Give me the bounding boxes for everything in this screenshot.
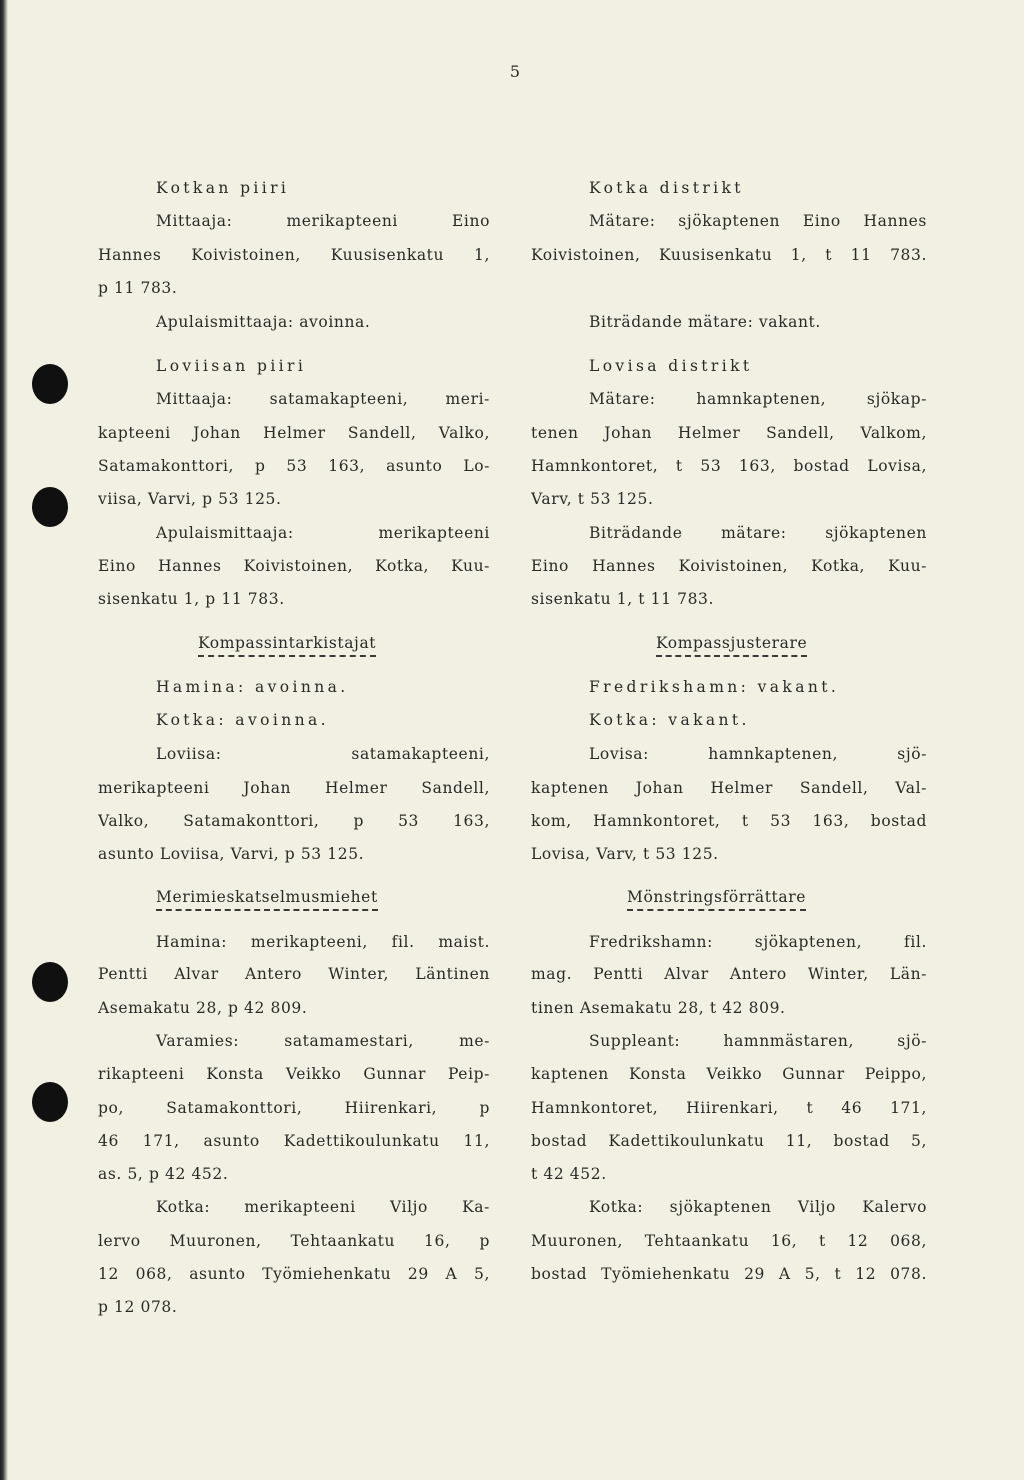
section-heading: Kompassintarkistajat [198,632,376,657]
text-line: asunto Loviisa, Varvi, p 53 125. [98,845,365,863]
text-line: po, Satamakonttori, Hiirenkari, p [98,1099,490,1117]
text-line: Apulaismittaaja: avoinna. [156,313,371,331]
text-line: Mittaaja: satamakapteeni, meri- [156,390,490,408]
text-line: Satamakonttori, p 53 163, asunto Lo- [98,457,490,475]
text-line: Apulaismittaaja: merikapteeni [156,524,490,542]
page-edge-shadow [0,0,8,1480]
punch-hole [32,364,68,404]
text-line: merikapteeni Johan Helmer Sandell, [98,779,490,797]
text-line: Hamina: merikapteeni, fil. maist. [156,933,490,951]
text-line: Muuronen, Tehtaankatu 16, t 12 068, [531,1232,927,1250]
text-line: kom, Hamnkontoret, t 53 163, bostad [531,812,927,830]
text-line: Suppleant: hamnmästaren, sjö- [589,1032,927,1050]
text-line: kaptenen Johan Helmer Sandell, Val- [531,779,927,797]
text-line: Biträdande mätare: sjökaptenen [589,524,927,542]
text-line: mag. Pentti Alvar Antero Winter, Län- [531,965,927,983]
punch-hole [32,487,68,527]
section-title: Loviisan piiri [156,357,307,375]
text-line: rikapteeni Konsta Veikko Gunnar Peip- [98,1065,490,1083]
page-number: 5 [509,62,521,81]
text-line: Mätare: sjökaptenen Eino Hannes [589,212,927,230]
text-line: Hannes Koivistoinen, Kuusisenkatu 1, [98,246,490,264]
text-line: viisa, Varvi, p 53 125. [98,490,282,508]
finnish-column [98,0,490,1480]
text-line: Eino Hannes Koivistoinen, Kotka, Kuu- [531,557,927,575]
section-heading: Kompassjusterare [656,632,807,657]
text-line: Mittaaja: merikapteeni Eino [156,212,490,230]
section-title: Kotka distrikt [589,179,744,197]
text-line: t 42 452. [531,1165,607,1183]
text-line: Varv, t 53 125. [531,490,654,508]
text-line: tenen Johan Helmer Sandell, Valkom, [531,424,927,442]
text-line: Fredrikshamn: vakant. [589,678,840,696]
text-line: Eino Hannes Koivistoinen, Kotka, Kuu- [98,557,490,575]
text-line: kapteeni Johan Helmer Sandell, Valko, [98,424,490,442]
text-line: tinen Asemakatu 28, t 42 809. [531,999,786,1017]
text-line: Loviisa: satamakapteeni, [156,745,490,763]
text-line: Asemakatu 28, p 42 809. [98,999,308,1017]
text-line: Varamies: satamamestari, me- [156,1032,490,1050]
section-title: Lovisa distrikt [589,357,753,375]
text-line: p 12 078. [98,1298,178,1316]
section-heading: Merimieskatselmusmiehet [156,886,378,911]
text-line: bostad Kadettikoulunkatu 11, bostad 5, [531,1132,927,1150]
punch-hole [32,1082,68,1122]
text-line: Kotka: sjökaptenen Viljo Kalervo [589,1198,927,1216]
text-line: sisenkatu 1, t 11 783. [531,590,715,608]
text-line: as. 5, p 42 452. [98,1165,229,1183]
text-line: Biträdande mätare: vakant. [589,313,821,331]
text-line: 46 171, asunto Kadettikoulunkatu 11, [98,1132,490,1150]
text-line: Hamnkontoret, Hiirenkari, t 46 171, [531,1099,927,1117]
text-line: Hamnkontoret, t 53 163, bostad Lovisa, [531,457,927,475]
text-line: Valko, Satamakonttori, p 53 163, [98,812,490,830]
text-line: Kotka: merikapteeni Viljo Ka- [156,1198,490,1216]
swedish-column [531,0,927,1480]
text-line: Pentti Alvar Antero Winter, Läntinen [98,965,490,983]
text-line: 12 068, asunto Työmiehenkatu 29 A 5, [98,1265,490,1283]
text-line: kaptenen Konsta Veikko Gunnar Peippo, [531,1065,927,1083]
text-line: sisenkatu 1, p 11 783. [98,590,285,608]
text-line: Fredrikshamn: sjökaptenen, fil. [589,933,927,951]
text-line: p 11 783. [98,279,178,297]
punch-hole [32,962,68,1002]
text-line: Kotka: avoinna. [156,711,329,729]
text-line: Hamina: avoinna. [156,678,349,696]
text-line: lervo Muuronen, Tehtaankatu 16, p [98,1232,490,1250]
section-title: Kotkan piiri [156,179,290,197]
text-line: Mätare: hamnkaptenen, sjökap- [589,390,927,408]
text-line: Koivistoinen, Kuusisenkatu 1, t 11 783. [531,246,927,264]
text-line: Kotka: vakant. [589,711,750,729]
text-line: bostad Työmiehenkatu 29 A 5, t 12 078. [531,1265,927,1283]
text-line: Lovisa: hamnkaptenen, sjö- [589,745,927,763]
section-heading: Mönstringsförrättare [627,886,806,911]
text-line: Lovisa, Varv, t 53 125. [531,845,719,863]
